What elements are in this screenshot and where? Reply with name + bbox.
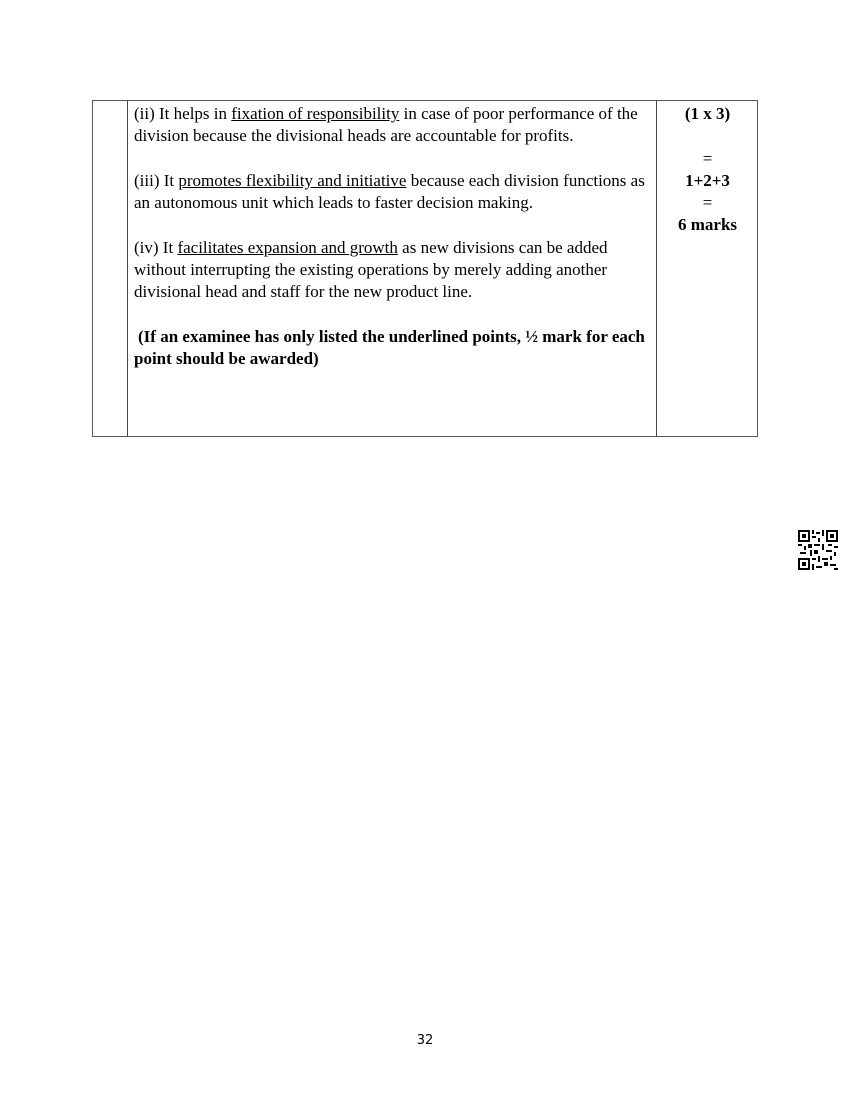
point-text: (iv) It bbox=[134, 237, 178, 257]
marks-total: 6 marks bbox=[677, 215, 738, 235]
marks-spacer bbox=[656, 125, 759, 147]
equals-sign: = bbox=[702, 148, 713, 168]
point-text: (ii) It helps in bbox=[134, 104, 232, 123]
answer-table bbox=[92, 100, 758, 437]
point-text: as new divisions can be added without interrupting the existing operations by merely adding another divisional head and staff for the new product line. bbox=[134, 237, 608, 302]
point-text: in case of poor performance of the division because the divisional heads are accountable for profits. bbox=[134, 104, 638, 146]
column-divider bbox=[127, 101, 128, 436]
answer-point-ii bbox=[134, 103, 652, 148]
answer-point-iv bbox=[134, 237, 652, 304]
qr-code-icon bbox=[798, 530, 838, 570]
underlined-key-point: fixation of responsibility bbox=[231, 104, 400, 123]
answer-cell bbox=[134, 103, 652, 371]
marking-note: (If an examinee has only listed the underlined points, ½ mark for each point should be awarded) bbox=[134, 326, 645, 369]
marks-cell bbox=[656, 103, 759, 237]
underlined-key-point: facilitates expansion and growth bbox=[177, 237, 398, 257]
marks-sum: 1+2+3 bbox=[685, 170, 730, 190]
marks-breakdown: (1 x 3) bbox=[684, 104, 731, 123]
point-text: because each division functions as an autonomous unit which leads to faster decision making. bbox=[134, 170, 645, 213]
answer-point-iii bbox=[134, 170, 652, 215]
point-text: (iii) It bbox=[134, 170, 179, 190]
page-number: 32 bbox=[416, 1033, 434, 1048]
equals-sign: = bbox=[702, 193, 713, 213]
underlined-key-point: promotes flexibility and initiative bbox=[178, 170, 407, 190]
